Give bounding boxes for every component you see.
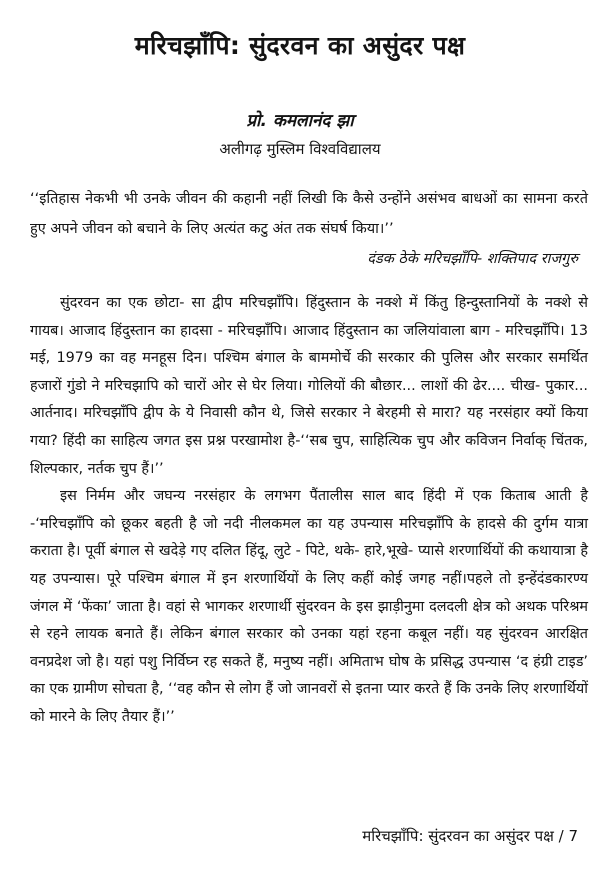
article-body bbox=[30, 290, 588, 732]
epigraph-text: ‘‘इतिहास नेकभी भी उनके जीवन की कहानी नहीं लिखी कि कैसे उन्होंने असंभव बाधओं का सामना करते हुए अपने जीवन को बचाने के लिए अत्यंत कटु अंत तक संघर्ष किया।’’ bbox=[30, 191, 588, 237]
paragraph: सुंदरवन का एक छोटा- सा द्वीप मरिचझाँपि। हिंदुस्तान के नक्शे में किंतु हिन्दुस्तानियों के नक्शे से गायब। आजाद हिंदुस्तान का हादसा - मरिचझाँपि। आजाद हिंदुस्तान का जलियांवाला बाग - मरिचझाँपि। 13 मई, 1979 का वह मनहूस दिन। पश्चिम बंगाल के बाममोर्चे की सरकार की पुलिस और सरकार समर्थित हजारों गुंडो ने मरिचझापि को चारों ओर से घेर लिया। गोलियों की बौछार... लाशों की ढेर.... चीख- पुकार... आर्तनाद। मरिचझाँपि द्वीप के ये निवासी कौन थे, जिसे सरकार ने बेरहमी से मारा? यह नरसंहार क्यों किया गया? हिंदी का साहित्य जगत इस प्रश्न परखामोश है-‘‘सब चुप, साहित्यिक चुप और कविजन निर्वाक्‌ चिंतक, शिल्पकार, नर्तक चुप हैं।’’ bbox=[30, 295, 588, 477]
epigraph-attribution: दंडक ठेके मरिचझाँपि- शक्तिपाद राजगुरु bbox=[367, 251, 578, 267]
author-affiliation: अलीगढ़ मुस्लिम विश्वविद्यालय bbox=[219, 140, 381, 158]
author-name: प्रो. कमलानंद झा bbox=[246, 111, 354, 131]
paragraph: इस निर्मम और जघन्य नरसंहार के लगभग पैंतालीस साल बाद हिंदी में एक किताब आती है -‘मरिचझाँपि को छूकर बहती है जो नदी नीलकमल का यह उपन्यास मरिचझाँपि के हादसे की दुर्गम यात्रा कराता है। पूर्वी बंगाल से खदेड़े गए दलित हिंदू, लुटे - पिटे, थके- हारे,भूखे- प्यासे शरणार्थियों की कथायात्रा है यह उपन्यास। पूरे पश्चिम बंगाल में इन शरणार्थियों के लिए कहीं कोई जगह नहीं।पहले तो इन्हेंदंडकारण्य जंगल में ‘फेंका’ जाता है। वहां से भागकर शरणार्थी सुंदरवन के इस झाड़ीनुमा दलदली क्षेत्र को अथक परिश्रम से रहने लायक बनाते हैं। लेकिन बंगाल सरकार को उनका यहां रहना कबूल नहीं। यह सुंदरवन आरक्षित वनप्रदेश जो है। यहां पशु निर्विघ्न रह सकते हैं, मनुष्य नहीं। अमिताभ घोष के प्रसिद्ध उपन्यास ‘द हंग्री टाइड’ का एक ग्रामीण सोचता है, ‘‘वह कौन से लोग हैं जो जानवरों से इतना प्यार करते हैं कि उनके लिए शरणार्थियों को मारने के लिए तैयार हैं।’’ bbox=[30, 488, 588, 725]
running-footer: मरिचझाँपि: सुंदरवन का असुंदर पक्ष / 7 bbox=[362, 827, 578, 845]
epigraph-quote bbox=[30, 184, 588, 244]
page-title: मरिचझाँपि: सुंदरवन का असुंदर पक्ष bbox=[134, 31, 466, 60]
